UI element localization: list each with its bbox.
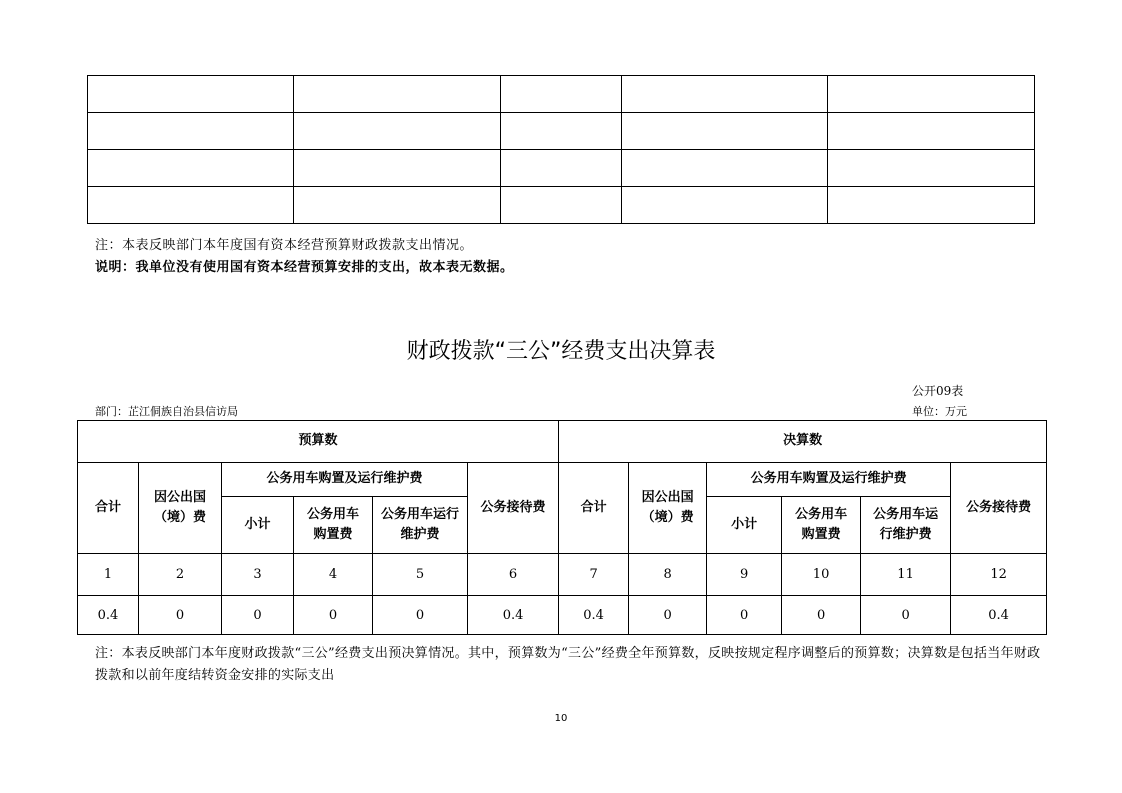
final-header: 决算数: [559, 421, 1047, 463]
value-cell: 0: [373, 596, 468, 635]
table-row: [78, 463, 1047, 497]
column-number: 6: [468, 554, 559, 596]
value-cell: 0.4: [559, 596, 629, 635]
table-cell: [622, 76, 828, 113]
budget-vehicle-operation-header: 公务用车运行维护费: [373, 497, 468, 554]
column-number: 5: [373, 554, 468, 596]
final-vehicle-purchase-header: 公务用车购置费: [782, 497, 861, 554]
table-row: [88, 76, 1035, 113]
final-subtotal-header: 小计: [707, 497, 782, 554]
table-row: [78, 421, 1047, 463]
value-cell: 0: [629, 596, 707, 635]
table-cell: [828, 113, 1035, 150]
table-code: 公开09表: [912, 384, 964, 398]
final-vehicle-group-header: 公务用车购置及运行维护费: [707, 463, 951, 497]
table-row: [88, 187, 1035, 224]
table-cell: [622, 113, 828, 150]
table-cell: [88, 150, 294, 187]
value-cell: 0.4: [78, 596, 139, 635]
table-cell: [293, 150, 500, 187]
three-public-note: 注：本表反映部门本年度财政拨款“三公”经费支出预决算情况。其中，预算数为“三公”经费全年预算数，反映按规定程序调整后的预算数；决算数是包括当年财政拨款和以前年度结转资金安排的实际支出: [95, 646, 1041, 683]
column-number: 7: [559, 554, 629, 596]
budget-vehicle-group-header: 公务用车购置及运行维护费: [222, 463, 468, 497]
final-reception-header: 公务接待费: [951, 463, 1047, 554]
table-row: [78, 596, 1047, 635]
table-cell: [828, 76, 1035, 113]
unit-label: 单位：万元: [912, 405, 967, 418]
table-row: [78, 554, 1047, 596]
column-number: 8: [629, 554, 707, 596]
final-abroad-header: 因公出国（境）费: [629, 463, 707, 554]
table-row: [88, 150, 1035, 187]
table-cell: [500, 187, 622, 224]
table-row: [88, 113, 1035, 150]
column-number: 2: [139, 554, 222, 596]
budget-vehicle-purchase-header: 公务用车购置费: [294, 497, 373, 554]
value-cell: 0: [139, 596, 222, 635]
budget-total-header: 合计: [78, 463, 139, 554]
column-number: 12: [951, 554, 1047, 596]
column-number: 10: [782, 554, 861, 596]
table-cell: [622, 187, 828, 224]
column-number: 3: [222, 554, 294, 596]
value-cell: 0: [294, 596, 373, 635]
page-title: 财政拨款“三公”经费支出决算表: [406, 339, 716, 364]
column-number: 4: [294, 554, 373, 596]
value-cell: 0: [861, 596, 951, 635]
department-label: 部门：芷江侗族自治县信访局: [95, 405, 238, 418]
value-cell: 0: [782, 596, 861, 635]
column-number: 1: [78, 554, 139, 596]
table-cell: [293, 76, 500, 113]
final-vehicle-operation-header: 公务用车运行维护费: [861, 497, 951, 554]
table-cell: [88, 76, 294, 113]
table-cell: [500, 150, 622, 187]
budget-abroad-header: 因公出国（境）费: [139, 463, 222, 554]
final-total-header: 合计: [559, 463, 629, 554]
page-number: 10: [554, 713, 568, 724]
three-public-table: [77, 420, 1047, 635]
budget-subtotal-header: 小计: [222, 497, 294, 554]
table-cell: [500, 113, 622, 150]
state-capital-table: [87, 75, 1035, 224]
value-cell: 0.4: [951, 596, 1047, 635]
table-cell: [293, 113, 500, 150]
column-number: 9: [707, 554, 782, 596]
table-cell: [88, 113, 294, 150]
table-cell: [828, 187, 1035, 224]
table-cell: [828, 150, 1035, 187]
state-capital-note: 注：本表反映部门本年度国有资本经营预算财政拨款支出情况。: [95, 238, 474, 253]
state-capital-explanation: 说明：我单位没有使用国有资本经营预算安排的支出，故本表无数据。: [95, 260, 514, 275]
table-cell: [88, 187, 294, 224]
column-number: 11: [861, 554, 951, 596]
budget-reception-header: 公务接待费: [468, 463, 559, 554]
table-cell: [293, 187, 500, 224]
value-cell: 0.4: [468, 596, 559, 635]
value-cell: 0: [222, 596, 294, 635]
value-cell: 0: [707, 596, 782, 635]
table-cell: [622, 150, 828, 187]
budget-header: 预算数: [78, 421, 559, 463]
table-cell: [500, 76, 622, 113]
